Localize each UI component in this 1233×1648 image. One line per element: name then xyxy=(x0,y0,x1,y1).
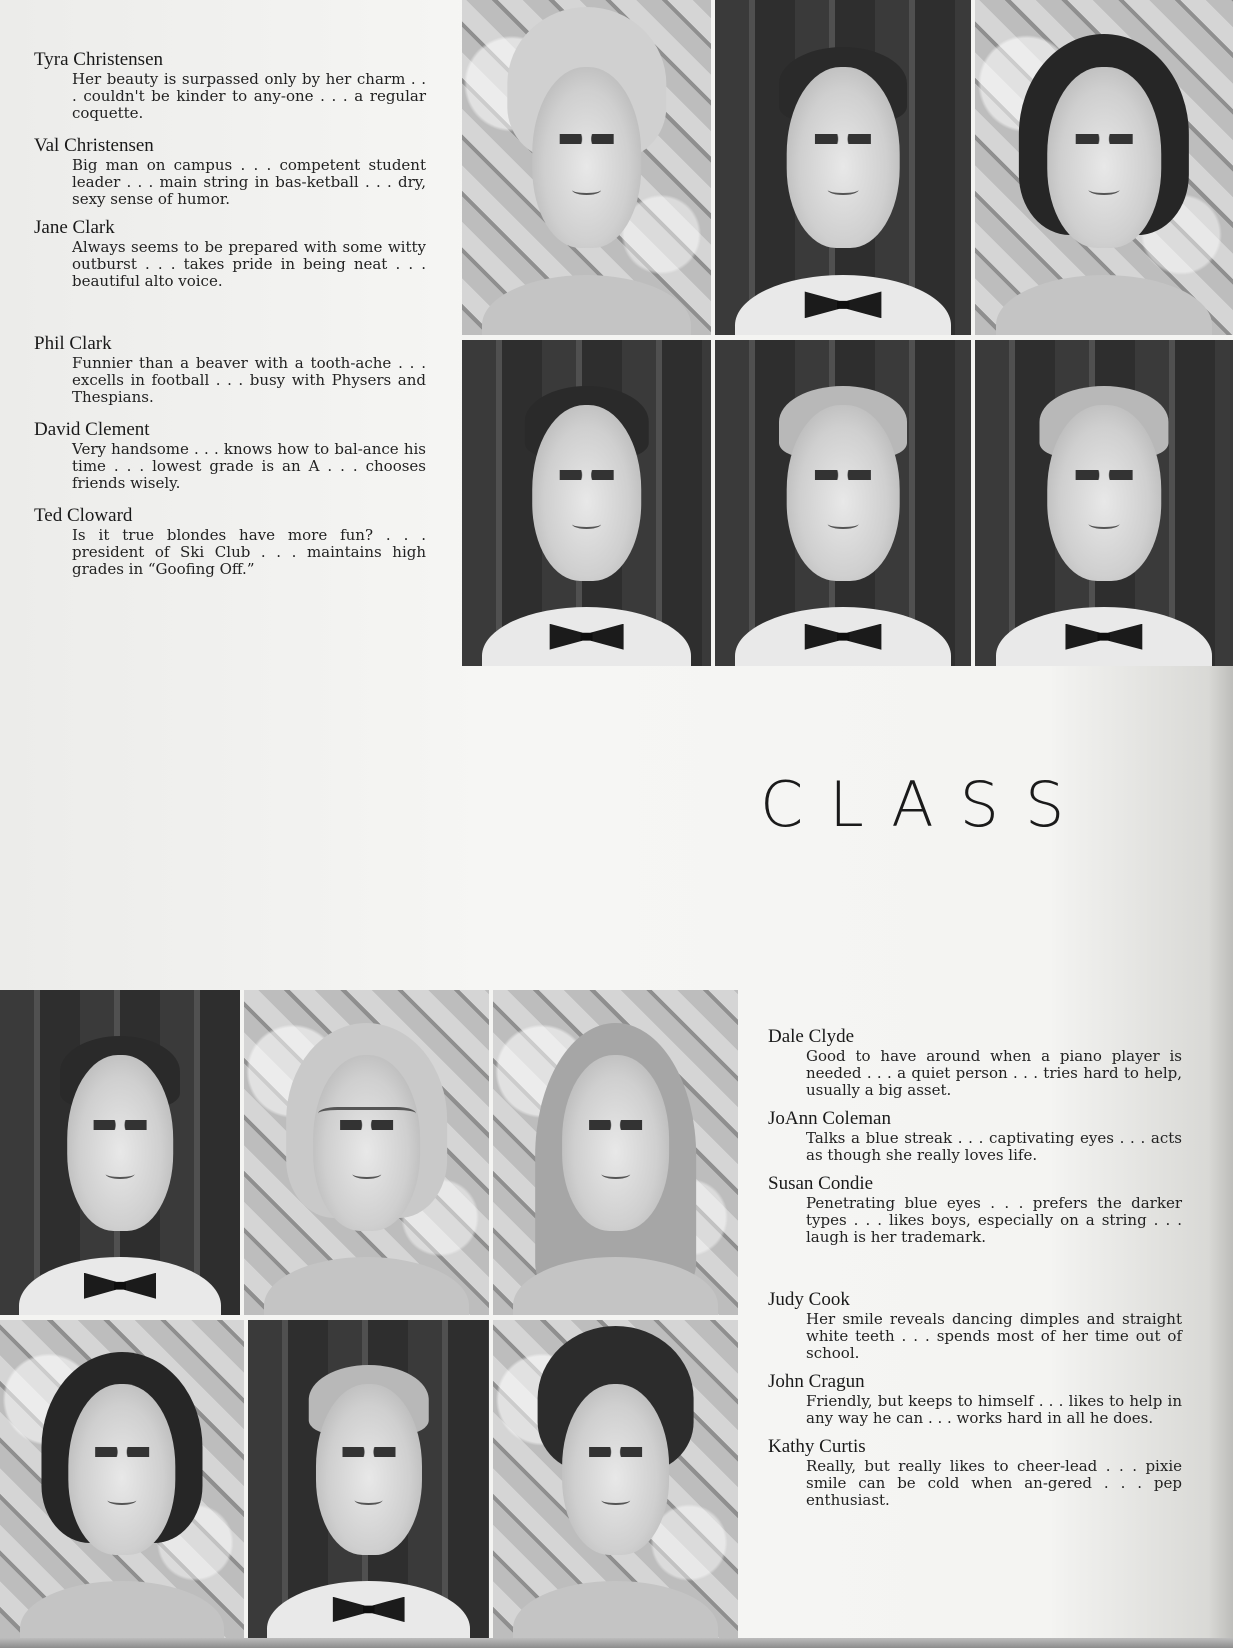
student-name: Kathy Curtis xyxy=(768,1436,866,1457)
student-description: Funnier than a beaver with a tooth-ache . . . excells in football . . . busy with Physers and Thespians. xyxy=(72,354,426,406)
student-name: Tyra Christensen xyxy=(34,49,164,70)
student-description: Friendly, but keeps to himself . . . likes to help in any way he can . . . works hard in all he does. xyxy=(806,1392,1182,1427)
face xyxy=(1047,405,1161,581)
bio-entry xyxy=(34,334,426,406)
face xyxy=(1047,67,1161,248)
bio-entry xyxy=(768,1109,1182,1164)
mouth xyxy=(828,519,859,529)
eyes xyxy=(559,470,614,480)
eyes xyxy=(815,470,871,480)
face xyxy=(562,1384,670,1556)
bio-entry xyxy=(768,1372,1182,1427)
portrait-photo xyxy=(715,340,971,666)
class-heading: CLASS xyxy=(760,768,1091,841)
bio-entry xyxy=(34,136,426,208)
student-description: Penetrating blue eyes . . . prefers the darker types . . . likes boys, especially on a string . . . laugh is her trademark. xyxy=(806,1194,1182,1246)
mouth xyxy=(107,1495,136,1505)
student-description: Always seems to be prepared with some witty outburst . . . takes pride in being neat . . . beautiful alto voice. xyxy=(72,238,426,290)
face xyxy=(67,1055,173,1231)
mouth xyxy=(354,1495,383,1505)
portrait-photo xyxy=(462,340,711,666)
face xyxy=(532,67,642,248)
bio-entry xyxy=(768,1174,1182,1246)
student-description: Her smile reveals dancing dimples and straight white teeth . . . spends most of her time out of school. xyxy=(806,1310,1182,1362)
student-name: Dale Clyde xyxy=(768,1026,855,1047)
student-description: Really, but really likes to cheer-lead . . . pixie smile can be cold when an-gered . . . pep enthusiast. xyxy=(806,1457,1182,1509)
eyes xyxy=(342,1447,395,1457)
student-name: Ted Cloward xyxy=(34,505,133,526)
student-name: Val Christensen xyxy=(34,135,154,156)
bio-entry xyxy=(768,1027,1182,1099)
student-name: Phil Clark xyxy=(34,333,112,354)
eyes xyxy=(815,134,871,144)
top-photo-grid xyxy=(462,0,1233,666)
face xyxy=(68,1384,175,1556)
student-name: Judy Cook xyxy=(768,1289,850,1310)
eyes xyxy=(95,1447,149,1457)
eyes xyxy=(1076,134,1133,144)
student-name: Jane Clark xyxy=(34,217,115,238)
student-name: JoAnn Coleman xyxy=(768,1108,891,1129)
portrait-photo xyxy=(493,990,738,1315)
portrait-photo xyxy=(0,1320,244,1638)
eyes xyxy=(589,1120,643,1130)
eyes xyxy=(94,1120,147,1130)
bio-entry xyxy=(34,506,426,578)
student-name: Susan Condie xyxy=(768,1173,874,1194)
eyes xyxy=(559,134,614,144)
eyes xyxy=(1076,470,1133,480)
bio-entry xyxy=(768,1290,1182,1362)
student-description: Her beauty is surpassed only by her charm . . . couldn't be kinder to any-one . . . a regular coquette. xyxy=(72,70,426,122)
student-description: Talks a blue streak . . . captivating eyes . . . acts as though she really loves life. xyxy=(806,1129,1182,1164)
mouth xyxy=(106,1169,135,1179)
eyes xyxy=(340,1120,394,1130)
portrait-photo xyxy=(462,0,711,335)
portrait-photo xyxy=(975,340,1233,666)
portrait-photo xyxy=(493,1320,738,1638)
face xyxy=(532,405,642,581)
face xyxy=(562,1055,670,1231)
student-description: Big man on campus . . . competent student leader . . . main string in bas-ketball . . . dry, sexy sense of humor. xyxy=(72,156,426,208)
eyes xyxy=(589,1447,643,1457)
page-bottom-edge xyxy=(0,1638,1233,1648)
student-description: Good to have around when a piano player is needed . . . a quiet person . . . tries hard to help, usually a big asset. xyxy=(806,1047,1182,1099)
bio-entry xyxy=(768,1437,1182,1509)
student-name: John Cragun xyxy=(768,1371,865,1392)
bottom-photo-grid xyxy=(0,990,738,1638)
face xyxy=(313,1055,421,1231)
face xyxy=(315,1384,421,1556)
student-description: Very handsome . . . knows how to bal-ance his time . . . lowest grade is an A . . . chooses friends wisely. xyxy=(72,440,426,492)
portrait-photo xyxy=(975,0,1233,335)
face xyxy=(787,67,900,248)
bio-entry xyxy=(34,218,426,290)
top-bio-list xyxy=(34,50,426,578)
student-description: Is it true blondes have more fun? . . . president of Ski Club . . . maintains high grades in “Goofing Off.” xyxy=(72,526,426,578)
mouth xyxy=(601,1495,630,1505)
bio-entry xyxy=(34,420,426,492)
bottom-bio-list xyxy=(768,1027,1182,1509)
face xyxy=(787,405,900,581)
portrait-photo xyxy=(248,1320,489,1638)
bio-entry xyxy=(34,50,426,122)
portrait-photo xyxy=(715,0,971,335)
portrait-photo xyxy=(0,990,240,1315)
student-name: David Clement xyxy=(34,419,150,440)
portrait-photo xyxy=(244,990,489,1315)
